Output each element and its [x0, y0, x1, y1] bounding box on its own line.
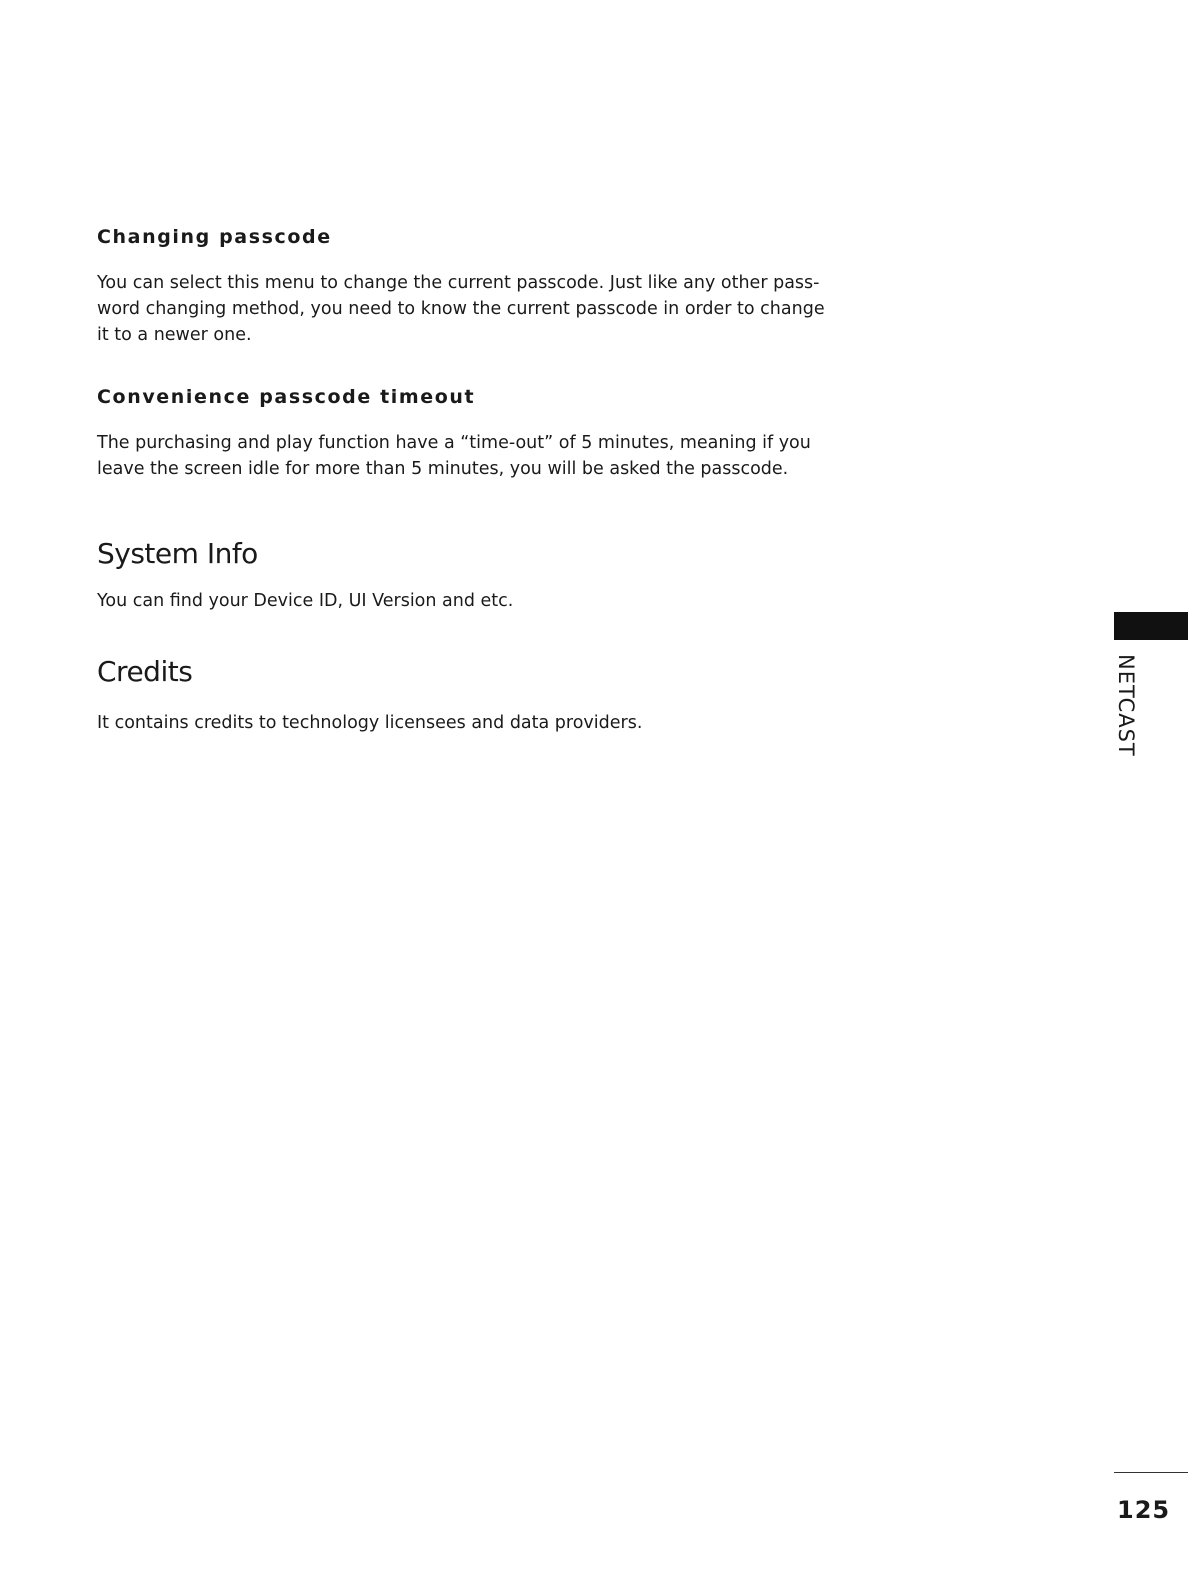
chapter-label-text: NETCAST [1114, 654, 1138, 757]
system-info-heading: System Info [97, 537, 258, 570]
footer-divider [1114, 1472, 1188, 1473]
chapter-side-label [1108, 654, 1148, 758]
convenience-timeout-line-2: leave the screen idle for more than 5 minutes, you will be asked the passcode. [97, 459, 789, 479]
system-info-text: You can find your Device ID, UI Version and etc. [97, 591, 514, 611]
changing-passcode-line-3: it to a newer one. [97, 325, 252, 345]
changing-passcode-line-1: You can select this menu to change the current passcode. Just like any other pass- [97, 273, 820, 293]
credits-heading: Credits [97, 655, 193, 688]
chapter-tab-marker [1114, 612, 1188, 640]
credits-text: It contains credits to technology licensees and data providers. [97, 713, 643, 733]
convenience-timeout-line-1: The purchasing and play function have a “time-out” of 5 minutes, meaning if you [97, 433, 811, 453]
changing-passcode-heading: Changing passcode [97, 226, 332, 248]
changing-passcode-line-2: word changing method, you need to know the current passcode in order to change [97, 299, 825, 319]
convenience-timeout-heading: Convenience passcode timeout [97, 386, 476, 408]
convenience-timeout-text [97, 430, 811, 482]
changing-passcode-text [97, 270, 825, 348]
page-number: 125 [1117, 1496, 1171, 1524]
